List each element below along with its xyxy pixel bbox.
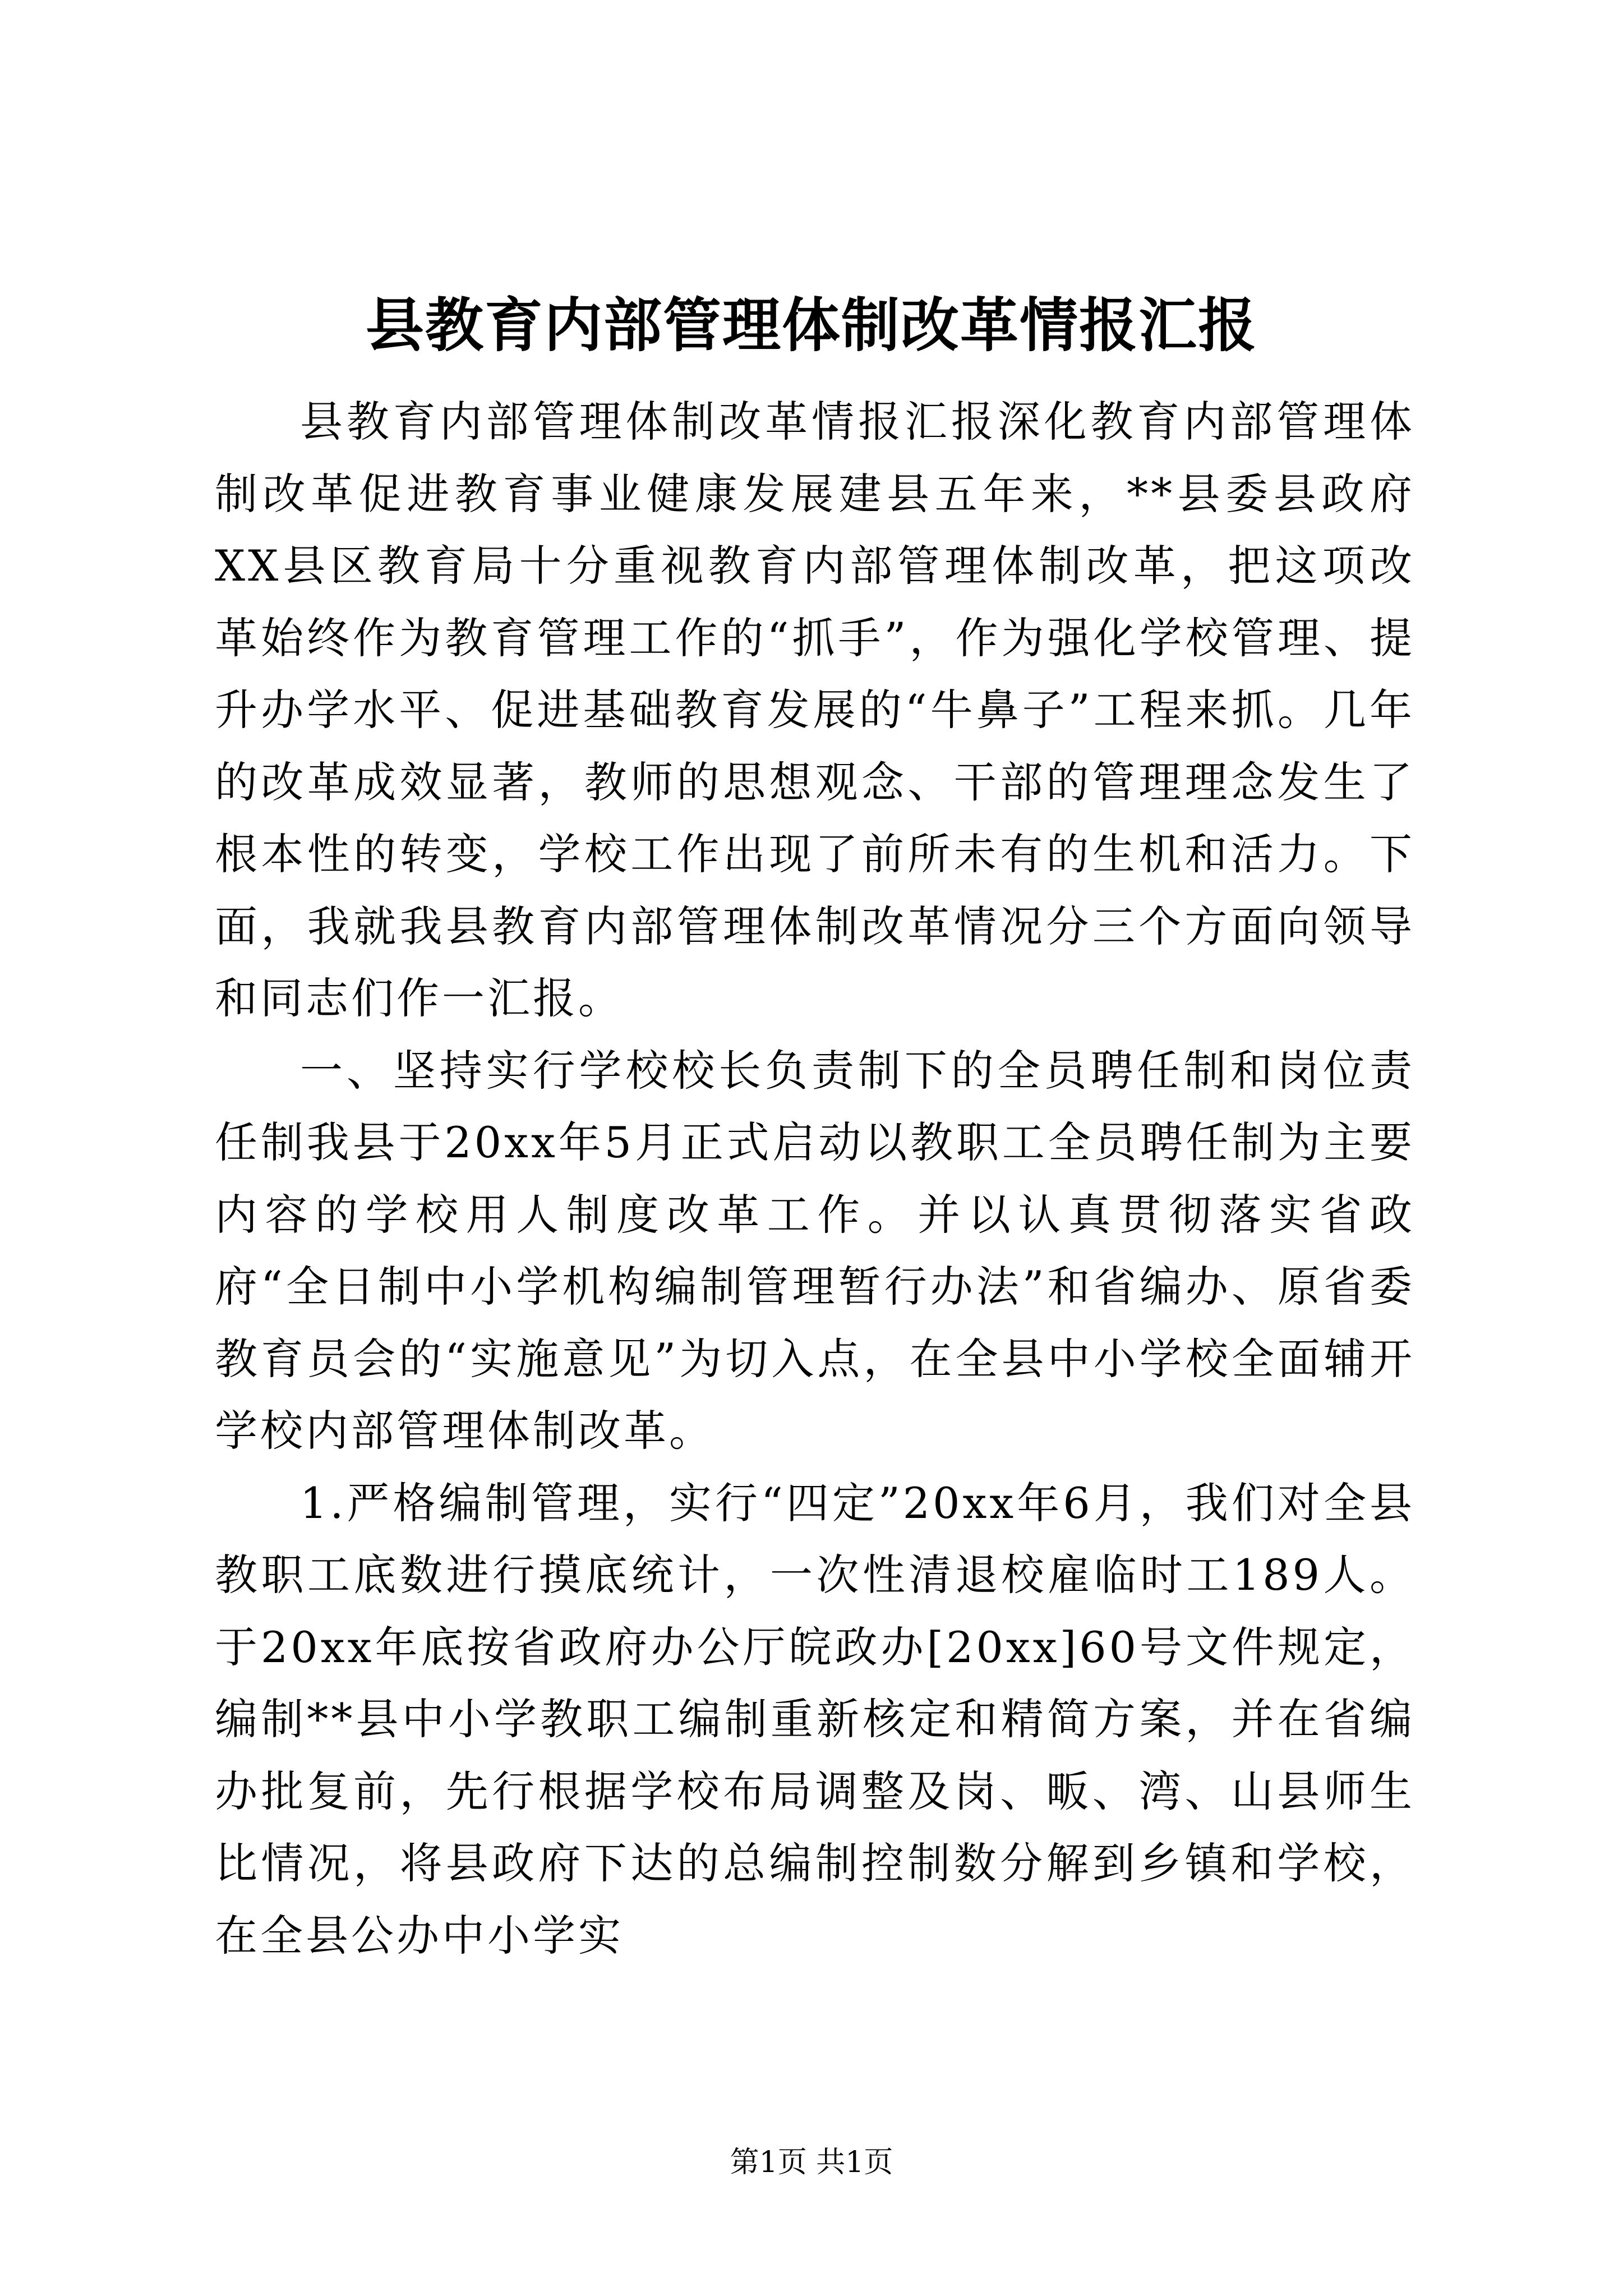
paragraph-intro: 县教育内部管理体制改革情报汇报深化教育内部管理体制改革促进教育事业健康发展建县五年来，**县委县政府XX县区教育局十分重视教育内部管理体制改革，把这项改革始终作为教育管理工作的“抓手”，作为强化学校管理、提升办学水平、促进基础教育发展的“牛鼻子”工程来抓。几年的改革成效显著，教师的思想观念、干部的管理理念发生了根本性的转变，学校工作出现了前所未有的生机和活力。下面，我就我县教育内部管理体制改革情况分三个方面向领导和同志们作一汇报。 [215,397,1415,1023]
document-title: 县教育内部管理体制改革情报汇报 [365,291,1257,360]
page-footer: 第1页 共1页 [730,2146,893,2179]
paragraph-section-one: 一、坚持实行学校校长负责制下的全员聘任制和岗位责任制我县于20xx年5月正式启动以教职工全员聘任制为主要内容的学校用人制度改革工作。并以认真贯彻落实省政府“全日制中小学机构编制管理暂行办法”和省编办、原省委教育员会的“实施意见”为切入点，在全县中小学校全面辅开学校内部管理体制改革。 [215,1045,1415,1456]
paragraph-item-one: 1.严格编制管理，实行“四定”20xx年6月，我们对全县教职工底数进行摸底统计，一次性清退校雇临时工189人。于20xx年底按省政府办公厅皖政办[20xx]60号文件规定，编制**县中小学教职工编制重新核定和精简方案，并在省编办批复前，先行根据学校布局调整及岗、畈、湾、山县师生比情况，将县政府下达的总编制控制数分解到乡镇和学校，在全县公办中小学实 [215,1478,1415,1961]
document-body [215,386,1415,1972]
